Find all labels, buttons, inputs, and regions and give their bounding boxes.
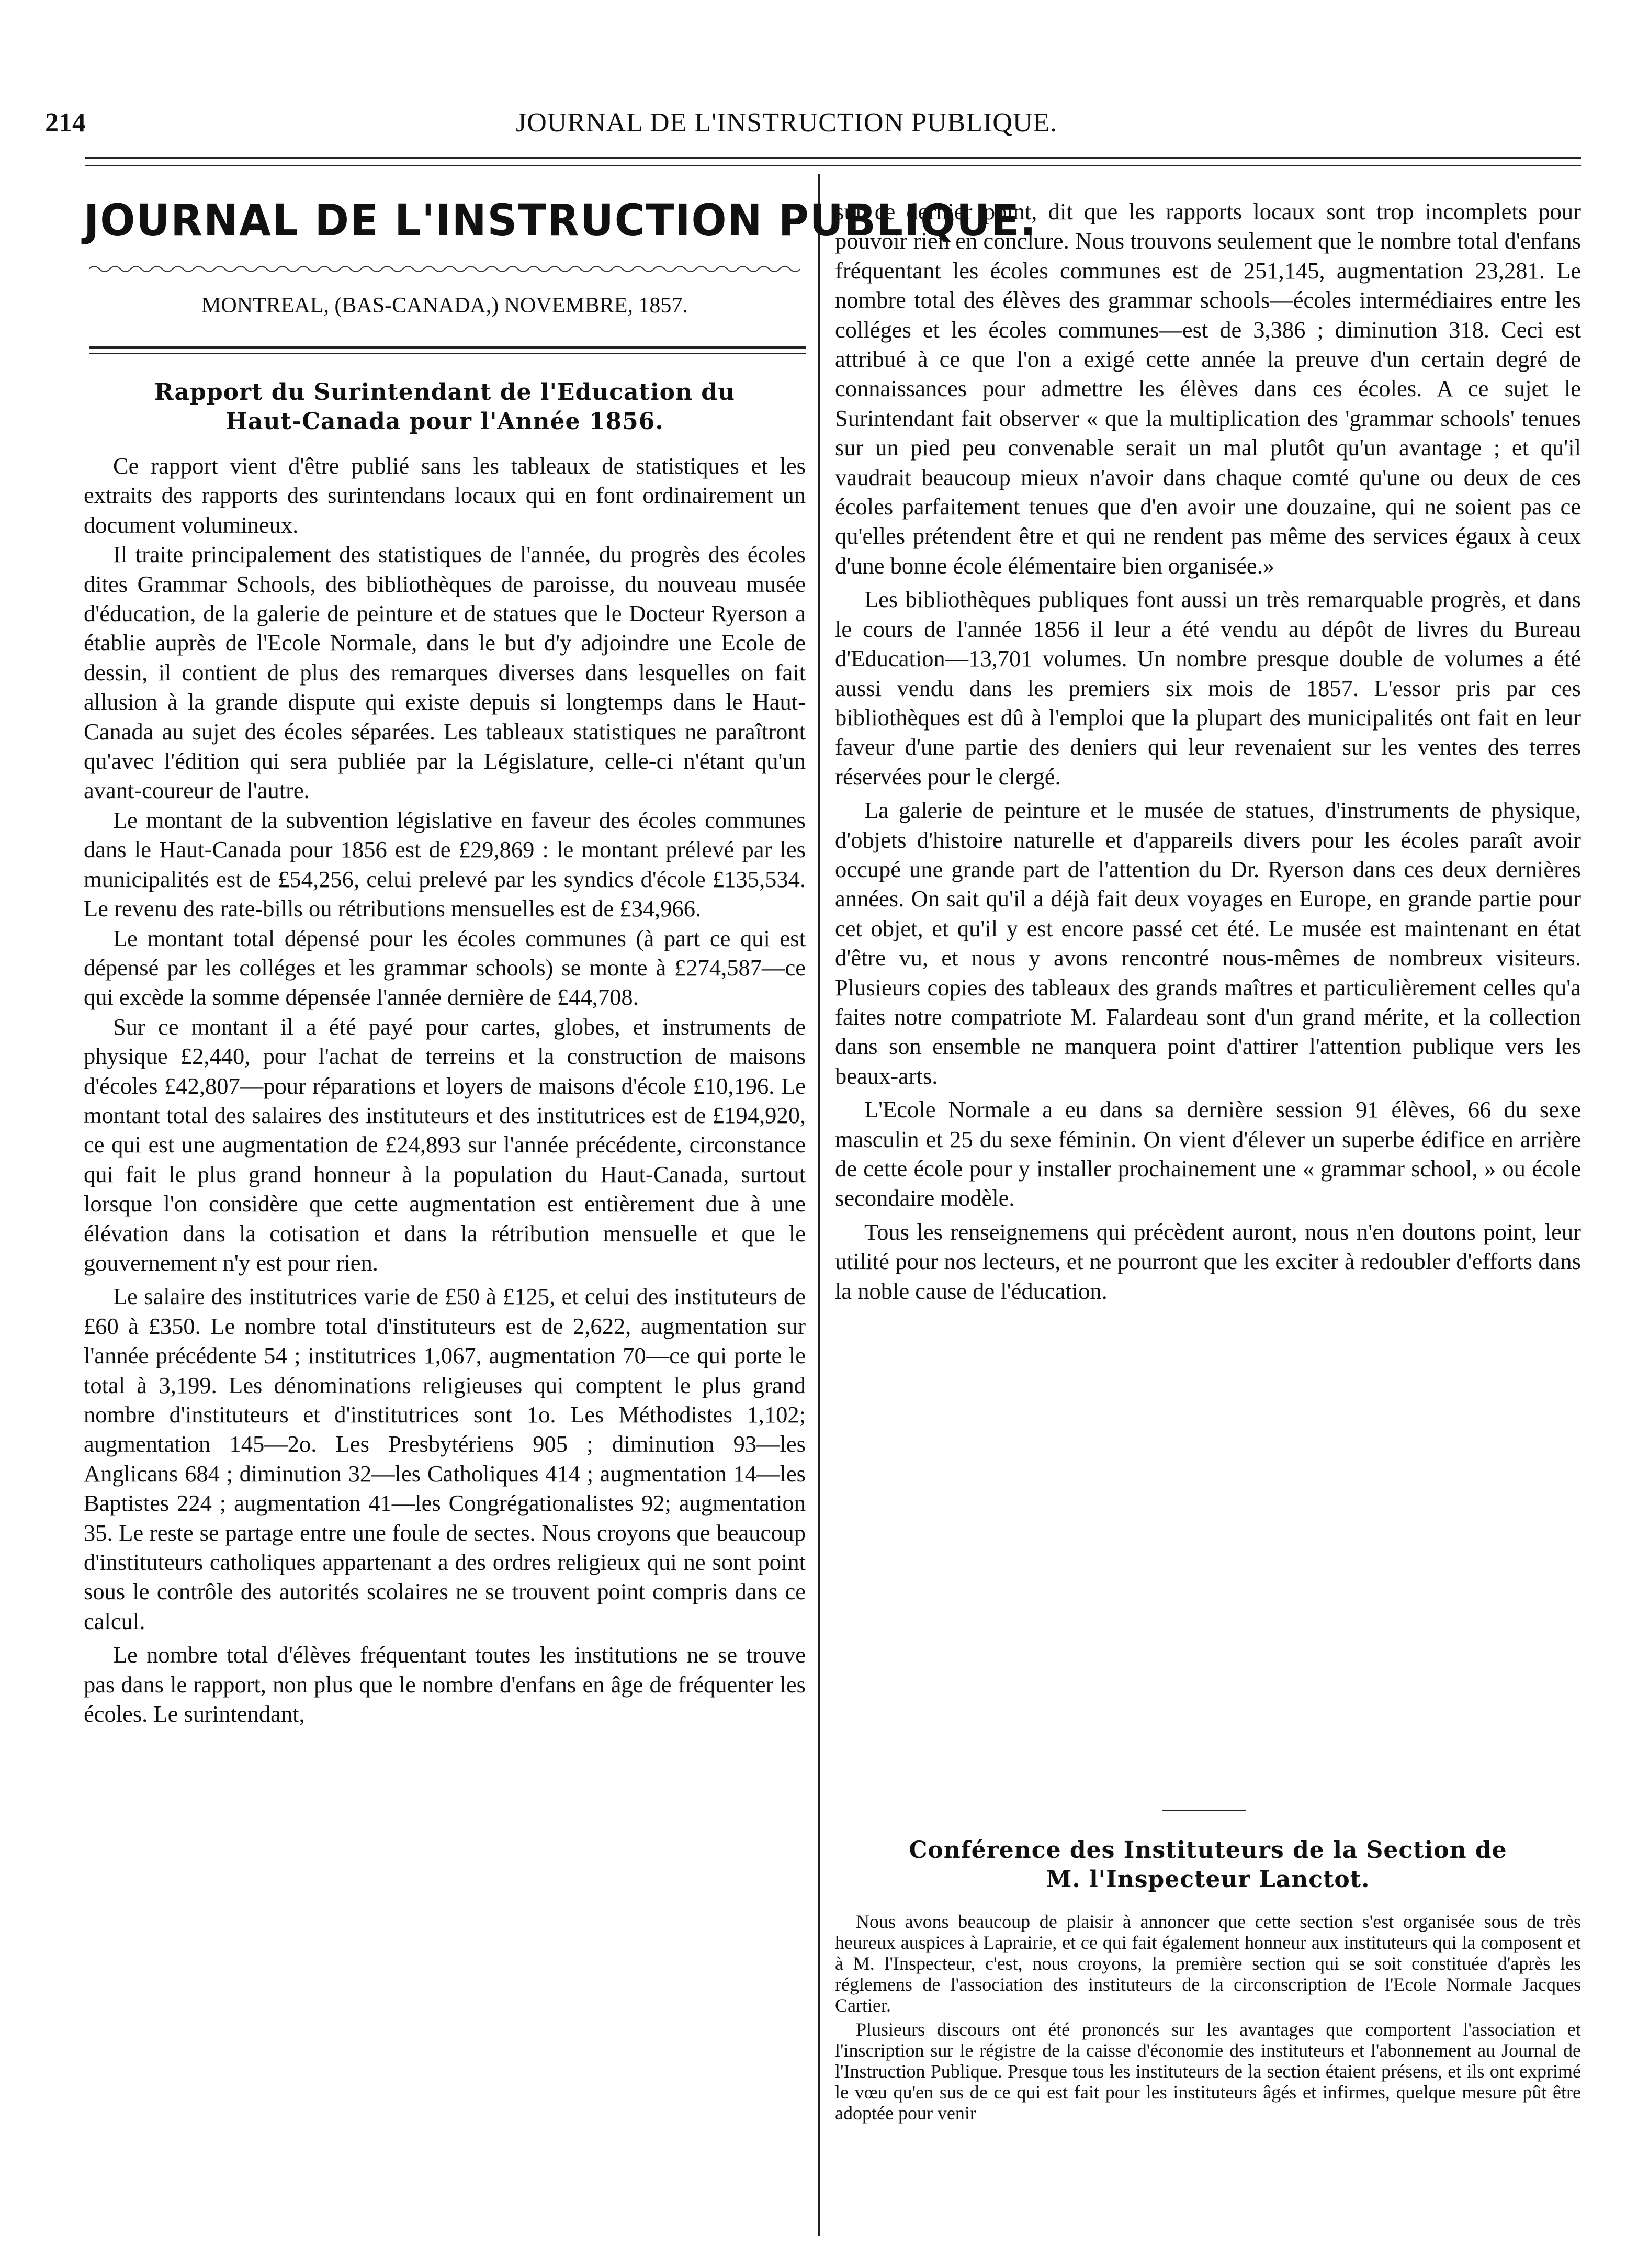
paragraph: sur ce dernier point, dit que les rapports locaux sont trop incomplets pour pouvoir rien en conclure. Nous trouvons seulement que le nombre total d'enfans fréquentant les écoles communes est de 251,145, augmentation 23,281. Le nombre total des élèves des grammar schools—écoles intermédiaires entre les colléges et les écoles communes—est de 3,386 ; diminution 318. Ceci est attribué à ce que l'on a exigé cette année la preuve d'un certain degré de connaissances pour admettre les élèves dans ces écoles. A ce sujet le Surintendant fait observer « que la multiplication des 'grammar schools' tenues sur un pied peu convenable serait un mal plutôt qu'un avantage ; et qu'il vaudrait beaucoup mieux n'avoir dans chaque comté qu'une ou deux de ces écoles parfaitement tenues que d'en avoir une douzaine, qui ne soient pas ce qu'elles prétendent être et qui ne rendent pas même des services égaux à ceux d'une bonne école élémentaire bien organisée.» bbox=[835, 198, 1581, 579]
paragraph: L'Ecole Normale a eu dans sa dernière session 91 élèves, 66 du sexe masculin et 25 du sexe féminin. On vient d'élever un superbe édifice en arrière de cette école pour y installer prochainement une « grammar school, » ou école secondaire modèle. bbox=[835, 1096, 1581, 1211]
paragraph: Sur ce montant il a été payé pour cartes, globes, et instruments de physique £2,440, pour l'achat de terreins et la construction de maisons d'écoles £42,807—pour réparations et loyers de maisons d'école £10,196. Le montant total des salaires des instituteurs et des institutrices est de £194,920, ce qui est une augmentation de £24,893 sur l'année précédente, circonstance qui fait le plus grand honneur à la population du Haut-Canada, surtout lorsque l'on considère que cette augmentation est entièrement due à une élévation dans la cotisation et dans la rétribution mensuelle et que le gouvernement n'y est pour rien. bbox=[84, 1013, 806, 1276]
paragraph: Le salaire des institutrices varie de £50 à £125, et celui des instituteurs de £60 à £350. Le nombre total d'instituteurs est de 2,622, augmentation sur l'année précédente 54 ; institutrices 1,067, augmentation 70—ce qui porte le total à 3,199. Les dénominations religieuses qui comptent le plus grand nombre d'instituteurs et d'institutrices sont 1o. Les Méthodistes 1,102; augmentation 145—2o. Les Presbytériens 905 ; diminution 93—les Anglicans 684 ; diminution 32—les Catholiques 414 ; augmentation 14—les Baptistes 224 ; augmentation 41—les Congrégationalistes 92; augmentation 35. Le reste se partage entre une foule de sectes. Nous croyons que beaucoup d'instituteurs catholiques appartenant a des ordres religieux qui ne sont point sous le contrôle des autorités scolaires ne se trouvent point compris dans ce calcul. bbox=[84, 1283, 806, 1634]
paragraph: Le montant total dépensé pour les écoles communes (à part ce qui est dépensé par les colléges et les grammar schools) se monte à £274,587—ce qui excède la somme dépensée l'année dernière de £44,708. bbox=[84, 925, 806, 1011]
paragraph: Tous les renseignemens qui précèdent auront, nous n'en doutons point, leur utilité pour nos lecteurs, et ne pourront que les exciter à redoubler d'efforts dans la noble cause de l'éducation. bbox=[835, 1218, 1581, 1304]
paragraph: Plusieurs discours ont été prononcés sur les avantages que comportent l'association et l'inscription sur le régistre de la caisse d'économie des instituteurs et l'abonnement au Journal de l'Instruction Publique. Presque tous les instituteurs de la section étaient présens, et ils ont exprimé le vœu qu'en sus de ce qui est fait pour les instituteurs âgés et infirmes, quelque mesure pût être adoptée pour venir bbox=[835, 2019, 1581, 2124]
paragraph: La galerie de peinture et le musée de statues, d'instruments de physique, d'objets d'histoire naturelle et d'appareils divers pour les écoles paraît avoir occupé une grande part de l'attention du Dr. Ryerson dans ces deux dernières années. On sait qu'il a déjà fait deux voyages en Europe, en grande partie pour cet objet, et qu'il y est encore passé cet été. Le musée est maintenant en état d'être vu, et nous y avons rencontré nous-mêmes de nombreux visiteurs. Plusieurs copies des tableaux des grands maîtres et particulièrement celles qu'a faites notre compatriote M. Falardeau sont d'un grand mérite, et la collection dans son ensemble ne manquera point d'attirer l'attention publique vers les beaux-arts. bbox=[835, 797, 1581, 1089]
header-rule bbox=[85, 157, 1581, 159]
paragraph: Nous avons beaucoup de plaisir à annoncer que cette section s'est organisée sous de très heureux auspices à Laprairie, et ce qui fait également honneur aux instituteurs qui la composent et à M. l'Inspecteur, c'est, nous croyons, la première section qui se soit constituée d'après les réglemens de l'association des instituteurs de la circonscription de l'Ecole Normale Jacques Cartier. bbox=[835, 1911, 1581, 2016]
paragraph: Ce rapport vient d'être publié sans les tableaux de statistiques et les extraits des rapports des surintendans locaux qui en font ordinairement un document volumineux. bbox=[84, 453, 806, 538]
paragraph: Le montant de la subvention législative en faveur des écoles communes dans le Haut-Canada pour 1856 est de £29,869 : le montant prélevé par les municipalités est de £54,256, celui prelevé par les syndics d'école £135,534. Le revenu des rate-bills ou rétributions mensuelles est de £34,966. bbox=[84, 806, 806, 922]
dateline-rule-thin bbox=[89, 353, 806, 354]
article1-left-body bbox=[84, 451, 806, 1728]
running-title: JOURNAL DE L'INSTRUCTION PUBLIQUE. bbox=[516, 108, 1058, 138]
article2-body bbox=[835, 1911, 1581, 2124]
article2-heading-line1: Conférence des Instituteurs de la Section de bbox=[909, 1837, 1507, 1863]
paragraph: Les bibliothèques publiques font aussi un très remarquable progrès, et dans le cours de l'année 1856 il leur a été vendu au dépôt de livres du Bureau d'Education—13,701 volumes. Un nombre presque double de volumes a été aussi vendu dans les premiers six mois de 1857. L'essor pris par ces bibliothèques est dû à l'emploi que la plupart des municipalités ont fait en leur faveur d'une partie des deniers qui leur revenaient sur les ventes des terres réservées pour le clergé. bbox=[835, 586, 1581, 790]
article1-heading bbox=[84, 378, 806, 436]
article1-heading-line2: Haut-Canada pour l'Année 1856. bbox=[225, 408, 664, 435]
wavy-ornament bbox=[89, 263, 800, 275]
column-divider bbox=[818, 174, 820, 2236]
paragraph: Il traite principalement des statistiques de l'année, du progrès des écoles dites Grammar Schools, des bibliothèques de paroisse, du nouveau musée d'éducation, de la galerie de peinture et de statues que le Docteur Ryerson a établie auprès de l'Ecole Normale, dans le but d'y adjoindre une Ecole de dessin, il contient de plus des remarques diverses dans lesquelles on fait allusion à la grande dispute qui existe depuis si longtemps dans le Haut-Canada au sujet des écoles séparées. Les tableaux statistiques ne paraîtront qu'avec l'édition qui sera publiée par la Législature, celle-ci n'étant qu'un avant-coureur de l'autre. bbox=[84, 541, 806, 804]
dateline-rule bbox=[89, 346, 806, 349]
article2-heading bbox=[835, 1836, 1581, 1894]
page-number: 214 bbox=[45, 108, 86, 138]
article2-heading-line2: M. l'Inspecteur Lanctot. bbox=[1046, 1866, 1370, 1893]
section-separator bbox=[1162, 1810, 1246, 1811]
dateline: MONTREAL, (BAS-CANADA,) NOVEMBRE, 1857. bbox=[201, 294, 688, 318]
article1-right-body bbox=[835, 197, 1581, 1306]
article1-heading-line1: Rapport du Surintendant de l'Education du bbox=[154, 379, 736, 406]
header-rule-thin bbox=[85, 165, 1581, 166]
masthead-title: JOURNAL DE L'INSTRUCTION PUBLIQUE. bbox=[84, 195, 1037, 246]
paragraph: Le nombre total d'élèves fréquentant toutes les institutions ne se trouve pas dans le rapport, non plus que le nombre d'enfans en âge de fréquenter les écoles. Le surintendant, bbox=[84, 1642, 806, 1727]
